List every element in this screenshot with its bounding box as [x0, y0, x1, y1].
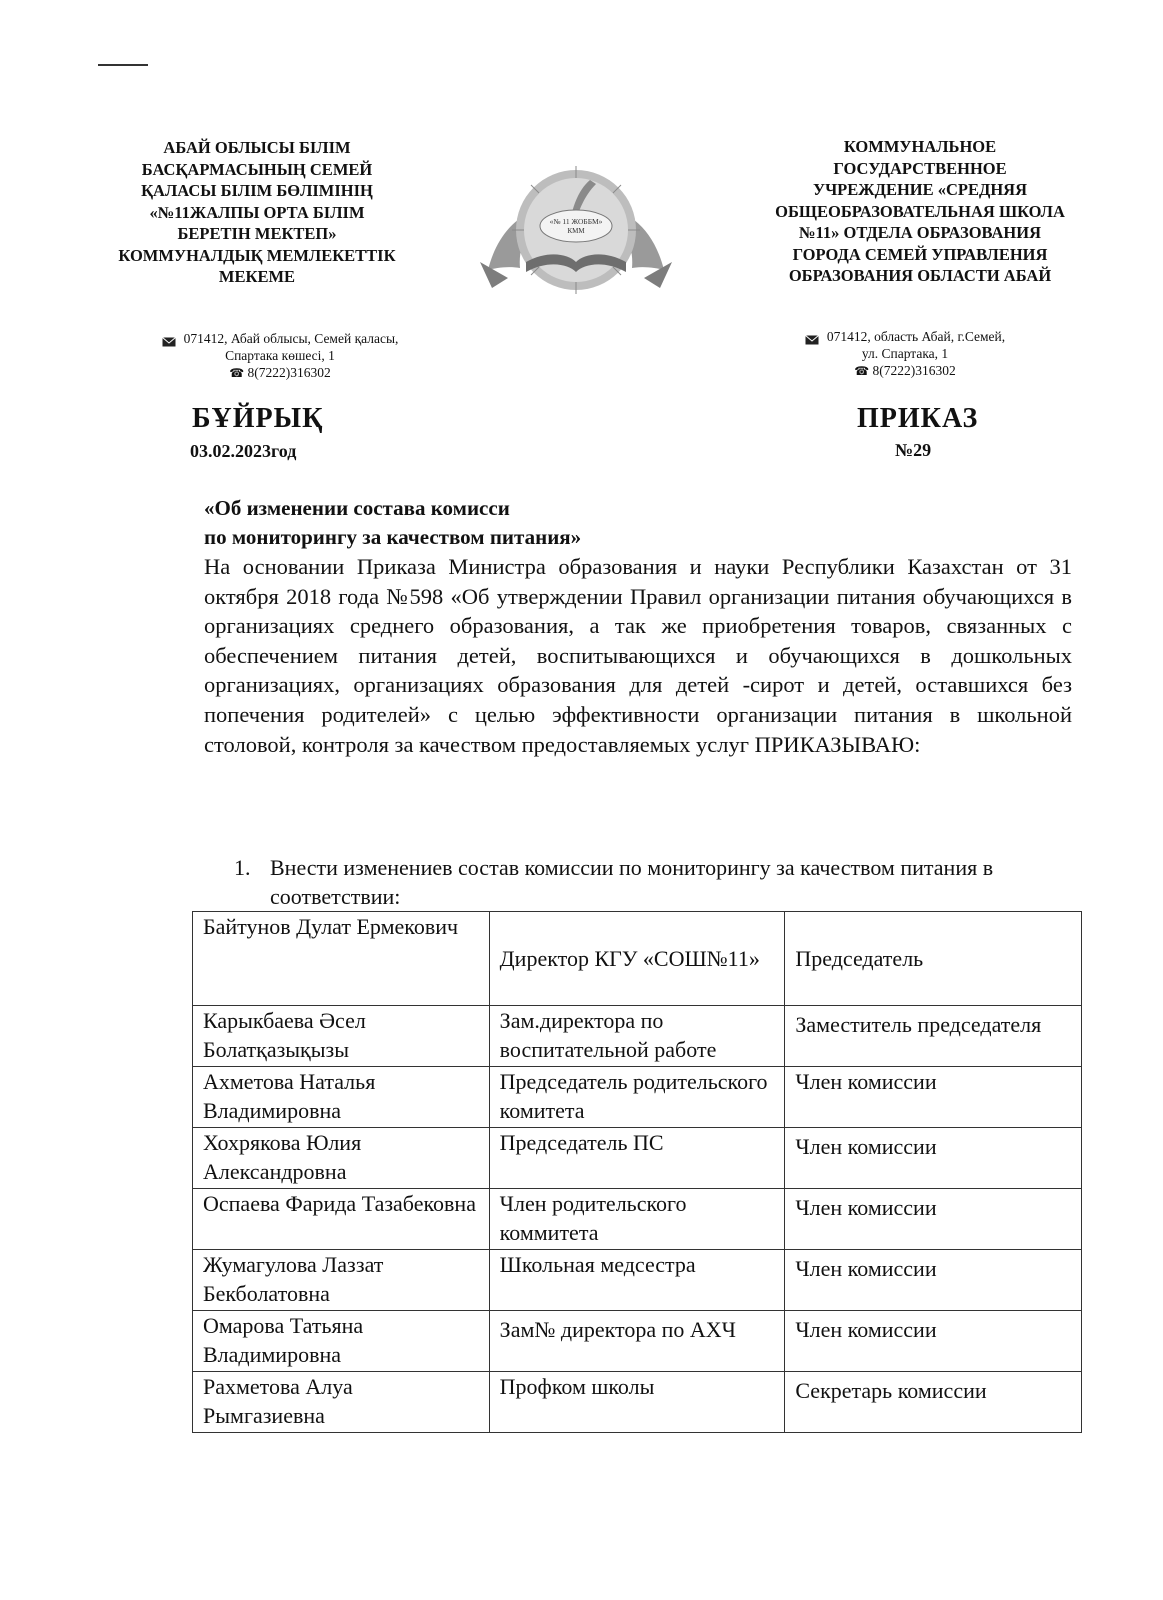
member-position: Профком школы	[489, 1372, 785, 1433]
table-row	[193, 1189, 1082, 1250]
order-list-item	[234, 853, 1064, 911]
table-row	[193, 1128, 1082, 1189]
table-row	[193, 912, 1082, 1006]
emblem-text-2: КММ	[567, 227, 585, 235]
member-name: Байтунов Дулат Ермекович	[193, 912, 490, 1006]
emblem-text-1: «№ 11 ЖОББМ»	[549, 217, 603, 226]
address-right-line2: ул. Спартака, 1	[861, 346, 949, 361]
header-left-line: «№11ЖАЛПЫ ОРТА БІЛІМ	[149, 202, 365, 222]
member-name: Жумагулова Лаззат Бекболатовна	[193, 1250, 490, 1311]
member-role: Член комиссии	[785, 1128, 1082, 1189]
envelope-icon	[162, 334, 176, 344]
table-row	[193, 1311, 1082, 1372]
member-position: Школьная медсестра	[489, 1250, 785, 1311]
header-left-line: АБАЙ ОБЛЫСЫ БІЛІМ	[163, 138, 351, 157]
scan-mark	[98, 64, 148, 66]
emblem-graphic	[478, 150, 674, 306]
order-number: №29	[895, 440, 932, 460]
address-left-line2: Спартака көшесі, 1	[225, 348, 335, 363]
header-right-line: УЧРЕЖДЕНИЕ «СРЕДНЯЯ	[812, 180, 1028, 199]
address-left-line1: 071412, Абай облысы, Семей қаласы,	[183, 331, 399, 346]
member-position: Зам.директора по воспитательной работе	[489, 1006, 785, 1067]
table-row	[193, 1067, 1082, 1128]
order-title-ru: ПРИКАЗ	[857, 403, 979, 434]
member-name: Карыкбаева Әсел Болатқазықызы	[193, 1006, 490, 1067]
address-right-phone: 8(7222)316302	[872, 363, 956, 378]
member-position: Зам№ директора по АХЧ	[489, 1311, 785, 1372]
member-role: Член комиссии	[785, 1189, 1082, 1250]
header-right-line: ОБРАЗОВАНИЯ ОБЛАСТИ АБАЙ	[788, 266, 1052, 285]
header-left-line: БАСҚАРМАСЫНЫҢ СЕМЕЙ	[141, 159, 373, 179]
order-title-kz: БҰЙРЫҚ	[192, 403, 324, 434]
member-name: Хохрякова Юлия Александровна	[193, 1128, 490, 1189]
table-row	[193, 1250, 1082, 1311]
phone-icon: ☎	[854, 364, 870, 378]
list-item-number: 1.	[234, 855, 251, 880]
header-left-line: МЕКЕМЕ	[218, 267, 296, 286]
school-emblem	[478, 150, 674, 306]
order-subject	[204, 494, 581, 552]
member-name: Ахметова Наталья Владимировна	[193, 1067, 490, 1128]
address-right	[770, 328, 1040, 380]
subject-line: «Об изменении состава комисси	[204, 496, 510, 520]
phone-icon: ☎	[229, 366, 245, 380]
header-left-line: ҚАЛАСЫ БІЛІМ БӨЛІМІНІҢ	[141, 181, 373, 200]
address-left-phone: 8(7222)316302	[247, 365, 331, 380]
envelope-icon	[805, 332, 819, 342]
header-right-line: ОБЩЕОБРАЗОВАТЕЛЬНАЯ ШКОЛА	[775, 201, 1065, 221]
member-position: Директор КГУ «СОШ№11»	[489, 912, 785, 1006]
address-left	[135, 330, 425, 382]
table-row	[193, 1372, 1082, 1433]
table-row	[193, 1006, 1082, 1067]
member-role: Член комиссии	[785, 1311, 1082, 1372]
header-right-institution	[748, 136, 1092, 287]
member-name: Омарова Татьяна Владимировна	[193, 1311, 490, 1372]
member-role: Председатель	[785, 912, 1082, 1006]
header-left-line: БЕРЕТІН МЕКТЕП»	[177, 224, 337, 243]
member-role: Член комиссии	[785, 1067, 1082, 1128]
subject-line: по мониторингу за качеством питания»	[204, 525, 582, 549]
order-date: 03.02.2023год	[190, 441, 297, 461]
list-item-text: Внести изменениев состав комиссии по мониторингу за качеством питания в соответствии:	[270, 855, 994, 909]
order-body-paragraph: На основании Приказа Министра образования и науки Республики Казахстан от 31 октября 2018 года №598 «Об утверждении Правил организации питания обучающихся в организациях среднего образования, а так же приобретения товаров, связанных с обеспечением питания детей, воспитывающихся и обучающихся в дошкольных организациях, организациях образования для детей -сирот и детей, оставшихся без попечения родителей» с целью эффективности организации питания в школьной столовой, контроля за качеством предоставляемых услуг ПРИКАЗЫВАЮ:	[204, 554, 1072, 757]
header-right-line: ГОСУДАРСТВЕННОЕ	[833, 158, 1007, 178]
header-left-institution	[92, 137, 422, 288]
member-role: Секретарь комиссии	[785, 1372, 1082, 1433]
header-right-line: ГОРОДА СЕМЕЙ УПРАВЛЕНИЯ	[792, 244, 1048, 264]
member-position: Председатель родительского комитета	[489, 1067, 785, 1128]
member-name: Оспаева Фарида Тазабековна	[193, 1189, 490, 1250]
header-right-line: КОММУНАЛЬНОЕ	[843, 137, 997, 156]
member-position: Член родительского коммитета	[489, 1189, 785, 1250]
address-right-line1: 071412, область Абай, г.Семей,	[826, 329, 1006, 344]
member-role: Член комиссии	[785, 1250, 1082, 1311]
member-position: Председатель ПС	[489, 1128, 785, 1189]
commission-members-table	[192, 911, 1082, 1433]
header-left-line: КОММУНАЛДЫҚ МЕМЛЕКЕТТІК	[118, 245, 396, 265]
header-right-line: №11» ОТДЕЛА ОБРАЗОВАНИЯ	[798, 223, 1042, 242]
member-name: Рахметова Алуа Рымгазиевна	[193, 1372, 490, 1433]
member-role: Заместитель председателя	[785, 1006, 1082, 1067]
